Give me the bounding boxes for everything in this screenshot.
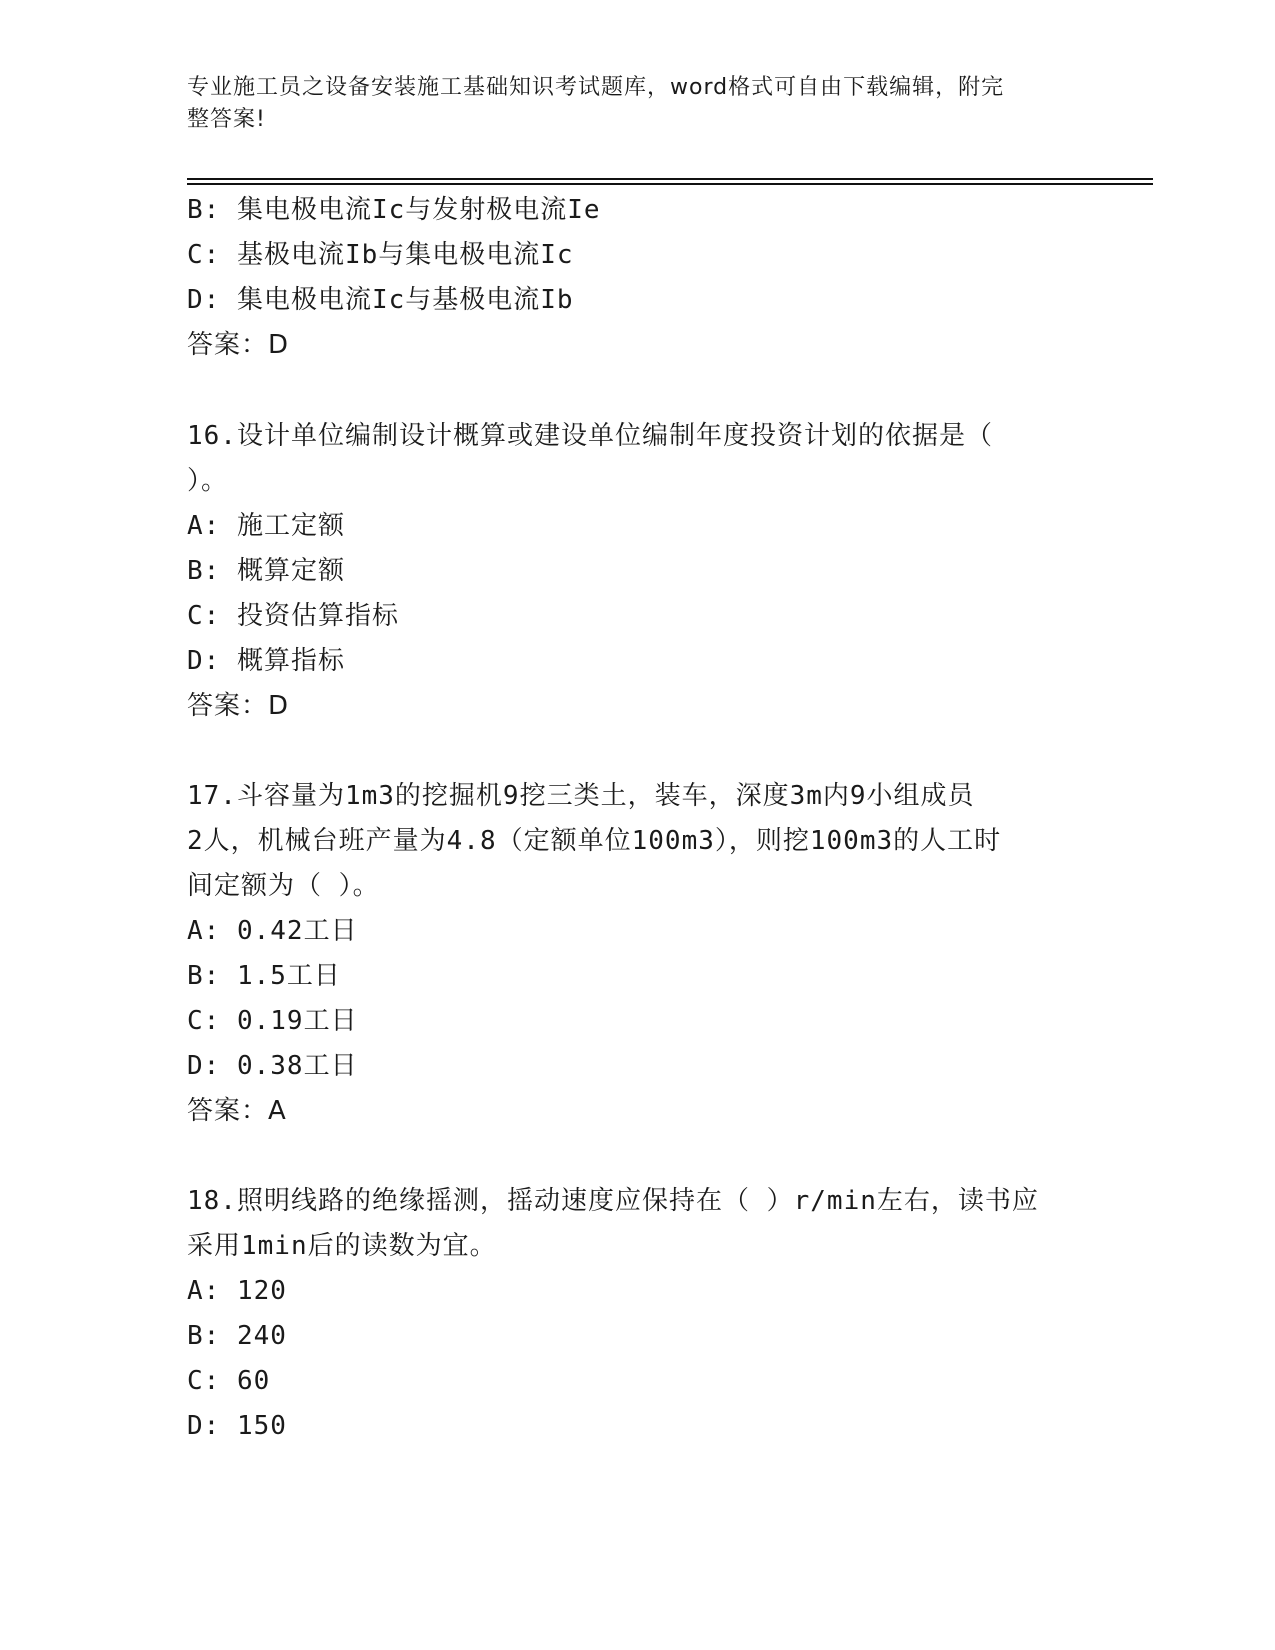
q18-option-c: C: 60 (187, 1366, 271, 1396)
q17-answer: 答案：A (187, 1096, 287, 1126)
q18-stem-line-2: 采用1min后的读数为宜。 (187, 1231, 497, 1261)
q15-option-b: B: 集电极电流Ic与发射极电流Ie (187, 195, 601, 225)
q16-answer: 答案：D (187, 691, 290, 721)
q18-option-a: A: 120 (187, 1276, 287, 1306)
q16-option-b: B: 概算定额 (187, 556, 345, 586)
q16-stem-line-1: 16.设计单位编制设计概算或建设单位编制年度投资计划的依据是（ (187, 421, 993, 451)
header-divider-bottom (187, 183, 1153, 185)
q17-option-d: D: 0.38工日 (187, 1051, 358, 1081)
q17-option-c: C: 0.19工日 (187, 1006, 358, 1036)
q17-option-b: B: 1.5工日 (187, 961, 341, 991)
q16-stem-line-2: ）。 (187, 466, 229, 496)
q17-option-a: A: 0.42工日 (187, 916, 358, 946)
q17-stem-line-2: 2人，机械台班产量为4.8（定额单位100m3），则挖100m3的人工时 (187, 826, 1002, 856)
q17-stem-line-1: 17.斗容量为1m3的挖掘机9挖三类土，装车，深度3m内9小组成员 (187, 781, 975, 811)
q18-option-d: D: 150 (187, 1411, 287, 1441)
q18-stem-line-1: 18.照明线路的绝缘摇测，摇动速度应保持在（ ）r/min左右，读书应 (187, 1186, 1039, 1216)
header-line-2: 整答案! (187, 107, 266, 132)
q16-option-a: A: 施工定额 (187, 511, 345, 541)
q15-option-c: C: 基极电流Ib与集电极电流Ic (187, 240, 574, 270)
q16-option-d: D: 概算指标 (187, 646, 345, 676)
header-divider-top (187, 178, 1153, 180)
q15-option-d: D: 集电极电流Ic与基极电流Ib (187, 285, 574, 315)
q16-option-c: C: 投资估算指标 (187, 601, 399, 631)
q17-stem-line-3: 间定额为（ ）。 (187, 871, 380, 901)
q18-option-b: B: 240 (187, 1321, 287, 1351)
q15-answer: 答案：D (187, 330, 290, 360)
document-header (187, 72, 1067, 136)
header-line-1: 专业施工员之设备安装施工基础知识考试题库，word格式可自由下载编辑，附完 (187, 75, 1005, 100)
